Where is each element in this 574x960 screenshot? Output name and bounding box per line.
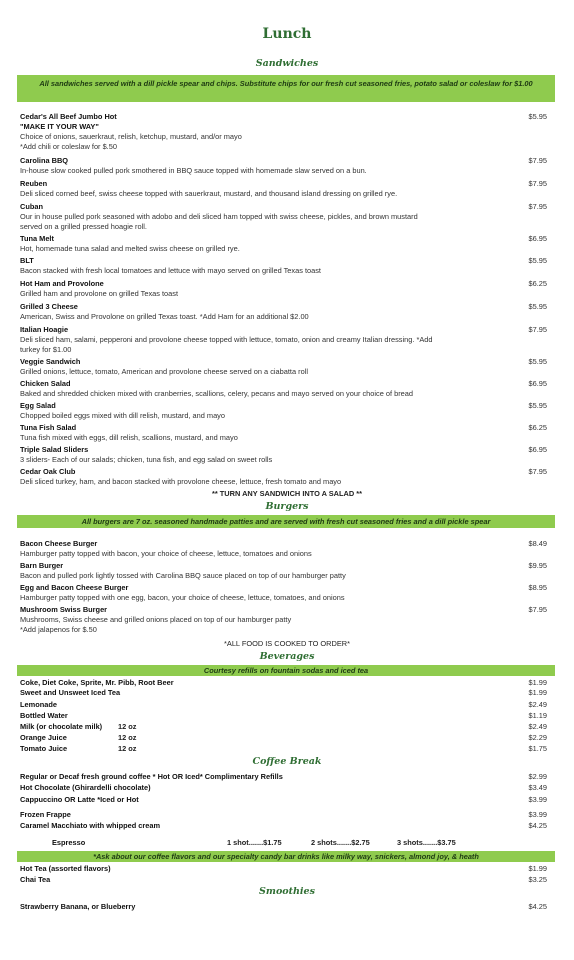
coffee-flavors-bar: *Ask about our coffee flavors and our specialty candy bar drinks like milky way, snickers, almond joy, & heath [17,851,555,862]
item-desc: 3 sliders- Each of our salads; chicken, tuna fish, and egg salad on sweet rolls [20,455,273,464]
item-name: Grilled 3 Cheese [20,302,78,311]
cooked-to-order-note: *ALL FOOD IS COOKED TO ORDER* [224,639,350,648]
beverage-row [20,744,555,753]
menu-item [20,325,555,355]
item-price: $7.95 [528,179,547,188]
item-name: Chai Tea [20,875,51,884]
item-name: Coke, Diet Coke, Sprite, Mr. Pibb, Root Beer [20,678,174,687]
item-name: Italian Hoagie [20,325,69,334]
beverage-row [20,722,555,731]
espresso-1-shot: 1 shot.......$1.75 [227,838,282,847]
item-price: $1.99 [528,678,547,687]
menu-item [20,256,555,276]
item-desc: Bacon and pulled pork lightly tossed with Carolina BBQ sauce placed on top of our hamburger patty [20,571,346,580]
beverage-row [20,678,555,687]
item-name: Regular or Decaf fresh ground coffee * Hot OR Iced* Complimentary Refills [20,772,283,781]
item-desc: Hamburger patty topped with one egg, bacon, your choice of cheese, lettuce, tomatoes, and onions [20,593,345,602]
menu-item [20,467,555,487]
item-price: $5.95 [528,302,547,311]
item-price: $8.95 [528,583,547,592]
item-name: Tomato Juice [20,744,68,753]
beverage-row [20,688,555,697]
smoothies-heading: Smoothies [259,886,315,897]
item-desc: *Add jalapenos for $.50 [20,625,97,634]
item-name: Barn Burger [20,561,64,570]
item-desc: turkey for $1.00 [20,345,72,354]
item-size: 12 oz [118,722,137,731]
sandwiches-heading: Sandwiches [255,58,319,69]
item-price: $7.95 [528,467,547,476]
item-name: Cuban [20,202,43,211]
item-desc: Bacon stacked with fresh local tomatoes and lettuce with mayo served on grilled Texas toast [20,266,321,275]
tea-row [20,864,555,873]
item-name: Reuben [20,179,48,188]
item-name: Bacon Cheese Burger [20,539,98,548]
item-name: Hot Chocolate (Ghirardelli chocolate) [20,783,151,792]
item-price: $3.25 [528,875,547,884]
item-price: $5.95 [528,357,547,366]
item-name: Cedar Oak Club [20,467,76,476]
item-name: Tuna Melt [20,234,54,243]
item-price: $3.49 [528,783,547,792]
beverage-row [20,700,555,709]
menu-item [20,561,555,581]
item-name: Frozen Frappe [20,810,71,819]
menu-item [20,234,555,254]
coffee-row [20,810,555,819]
item-price: $5.95 [528,401,547,410]
item-price: $2.29 [528,733,547,742]
item-price: $7.95 [528,325,547,334]
item-name: Tuna Fish Salad [20,423,77,432]
item-desc: *Add chili or coleslaw for $.50 [20,142,117,151]
menu-item [20,279,555,299]
item-size: 12 oz [118,744,137,753]
espresso-2-shots: 2 shots.......$2.75 [311,838,370,847]
beverage-row [20,733,555,742]
item-price: $1.99 [528,864,547,873]
item-name: BLT [20,256,34,265]
menu-item [20,539,555,559]
menu-item [20,445,555,465]
menu-item [20,401,555,421]
item-name: Veggie Sandwich [20,357,81,366]
tea-row [20,875,555,884]
item-desc: Choice of onions, sauerkraut, relish, ketchup, mustard, and/or mayo [20,132,242,141]
coffee-row [20,795,555,804]
item-name: Sweet and Unsweet Iced Tea [20,688,121,697]
menu-item [20,357,555,377]
item-price: $6.95 [528,445,547,454]
coffee-heading: Coffee Break [252,756,322,767]
item-desc: Hot, homemade tuna salad and melted swiss cheese on grilled rye. [20,244,240,253]
item-name: Hot Ham and Provolone [20,279,104,288]
item-name: Orange Juice [20,733,67,742]
item-name: Hot Tea (assorted flavors) [20,864,111,873]
coffee-row [20,772,555,781]
item-size: 12 oz [118,733,137,742]
item-desc: Our in house pulled pork seasoned with adobo and deli sliced ham topped with swiss cheese, pickles, and brown mustard [20,212,418,221]
item-price: $3.99 [528,795,547,804]
item-name: Lemonade [20,700,57,709]
item-price: $1.19 [528,711,547,720]
item-price: $3.99 [528,810,547,819]
item-name: Cappuccino OR Latte *Iced or Hot [20,795,139,804]
item-name: Bottled Water [20,711,68,720]
page-title: Lunch [262,26,312,42]
item-price: $6.95 [528,234,547,243]
item-name: Triple Salad Sliders [20,445,89,454]
item-name: Egg Salad [20,401,56,410]
burgers-heading: Burgers [265,501,309,512]
espresso-row [20,838,555,847]
sandwiches-bar: All sandwiches served with a dill pickle spear and chips. Substitute chips for our fresh cut seasoned fries, potato salad or coleslaw for $1.00 [17,75,555,102]
item-name: Cedar's All Beef Jumbo Hot [20,112,117,121]
salad-note: ** TURN ANY SANDWICH INTO A SALAD ** [211,489,362,498]
beverages-heading: Beverages [259,651,315,662]
item-price: $5.95 [528,256,547,265]
item-desc: Chopped boiled eggs mixed with dill relish, mustard, and mayo [20,411,225,420]
item-name: Mushroom Swiss Burger [20,605,108,614]
item-name: Egg and Bacon Cheese Burger [20,583,129,592]
item-desc: Deli sliced corned beef, swiss cheese topped with sauerkraut, mustard, and thousand island dressing on grilled rye. [20,189,398,198]
item-desc: Hamburger patty topped with bacon, your choice of cheese, lettuce, tomatoes and onions [20,549,312,558]
menu-item [20,179,555,199]
item-price: $2.99 [528,772,547,781]
item-desc: Deli sliced turkey, ham, and bacon stacked with provolone cheese, lettuce, fresh tomato and mayo [20,477,342,486]
espresso-name: Espresso [52,838,86,847]
menu-item [20,202,555,232]
item-desc: Mushrooms, Swiss cheese and grilled onions placed on top of our hamburger patty [20,615,292,624]
item-desc: In-house slow cooked pulled pork smothered in BBQ sauce topped with homemade slaw served on a bun. [20,166,367,175]
item-name: Chicken Salad [20,379,71,388]
item-name: Caramel Macchiato with whipped cream [20,821,161,830]
item-price: $6.25 [528,423,547,432]
item-desc: Grilled onions, lettuce, tomato, American and provolone cheese served on a ciabatta roll [20,367,308,376]
menu-item [20,423,555,443]
item-desc: Tuna fish mixed with eggs, dill relish, scallions, mustard, and mayo [20,433,238,442]
item-desc: Baked and shredded chicken mixed with cranberries, scallions, celery, pecans and mayo served on your choice of bread [20,389,414,398]
espresso-3-shots: 3 shots.......$3.75 [397,838,456,847]
smoothie-row [20,902,555,911]
item-name: Strawberry Banana, or Blueberry [20,902,136,911]
menu-item [20,302,555,322]
item-price: $2.49 [528,700,547,709]
menu-item [20,156,555,176]
item-price: $9.95 [528,561,547,570]
beverages-bar: Courtesy refills on fountain sodas and iced tea [17,665,555,676]
item-price: $7.95 [528,605,547,614]
item-desc: served on a grilled pressed hoagie roll. [20,222,147,231]
item-price: $2.49 [528,722,547,731]
item-desc: American, Swiss and Provolone on grilled Texas toast. *Add Ham for an additional $2.00 [20,312,309,321]
menu-item [20,112,555,152]
item-tagline: "MAKE IT YOUR WAY" [20,122,99,131]
item-price: $5.95 [528,112,547,121]
item-price: $1.75 [528,744,547,753]
burgers-bar: All burgers are 7 oz. seasoned handmade patties and are served with fresh cut seasoned fries and a dill pickle spear [17,515,555,528]
item-price: $7.95 [528,202,547,211]
menu-item [20,583,555,603]
coffee-row [20,821,555,830]
menu-item [20,605,555,635]
item-price: $6.95 [528,379,547,388]
item-name: Carolina BBQ [20,156,69,165]
item-price: $7.95 [528,156,547,165]
item-desc: Deli sliced ham, salami, pepperoni and provolone cheese topped with lettuce, tomato, onion and creamy Italian dressing. *Add [20,335,433,344]
beverage-row [20,711,555,720]
item-price: $4.25 [528,821,547,830]
item-name: Milk (or chocolate milk) [20,722,103,731]
item-price: $8.49 [528,539,547,548]
menu-item [20,379,555,399]
item-price: $6.25 [528,279,547,288]
item-price: $4.25 [528,902,547,911]
coffee-row [20,783,555,792]
item-price: $1.99 [528,688,547,697]
item-desc: Grilled ham and provolone on grilled Texas toast [20,289,179,298]
